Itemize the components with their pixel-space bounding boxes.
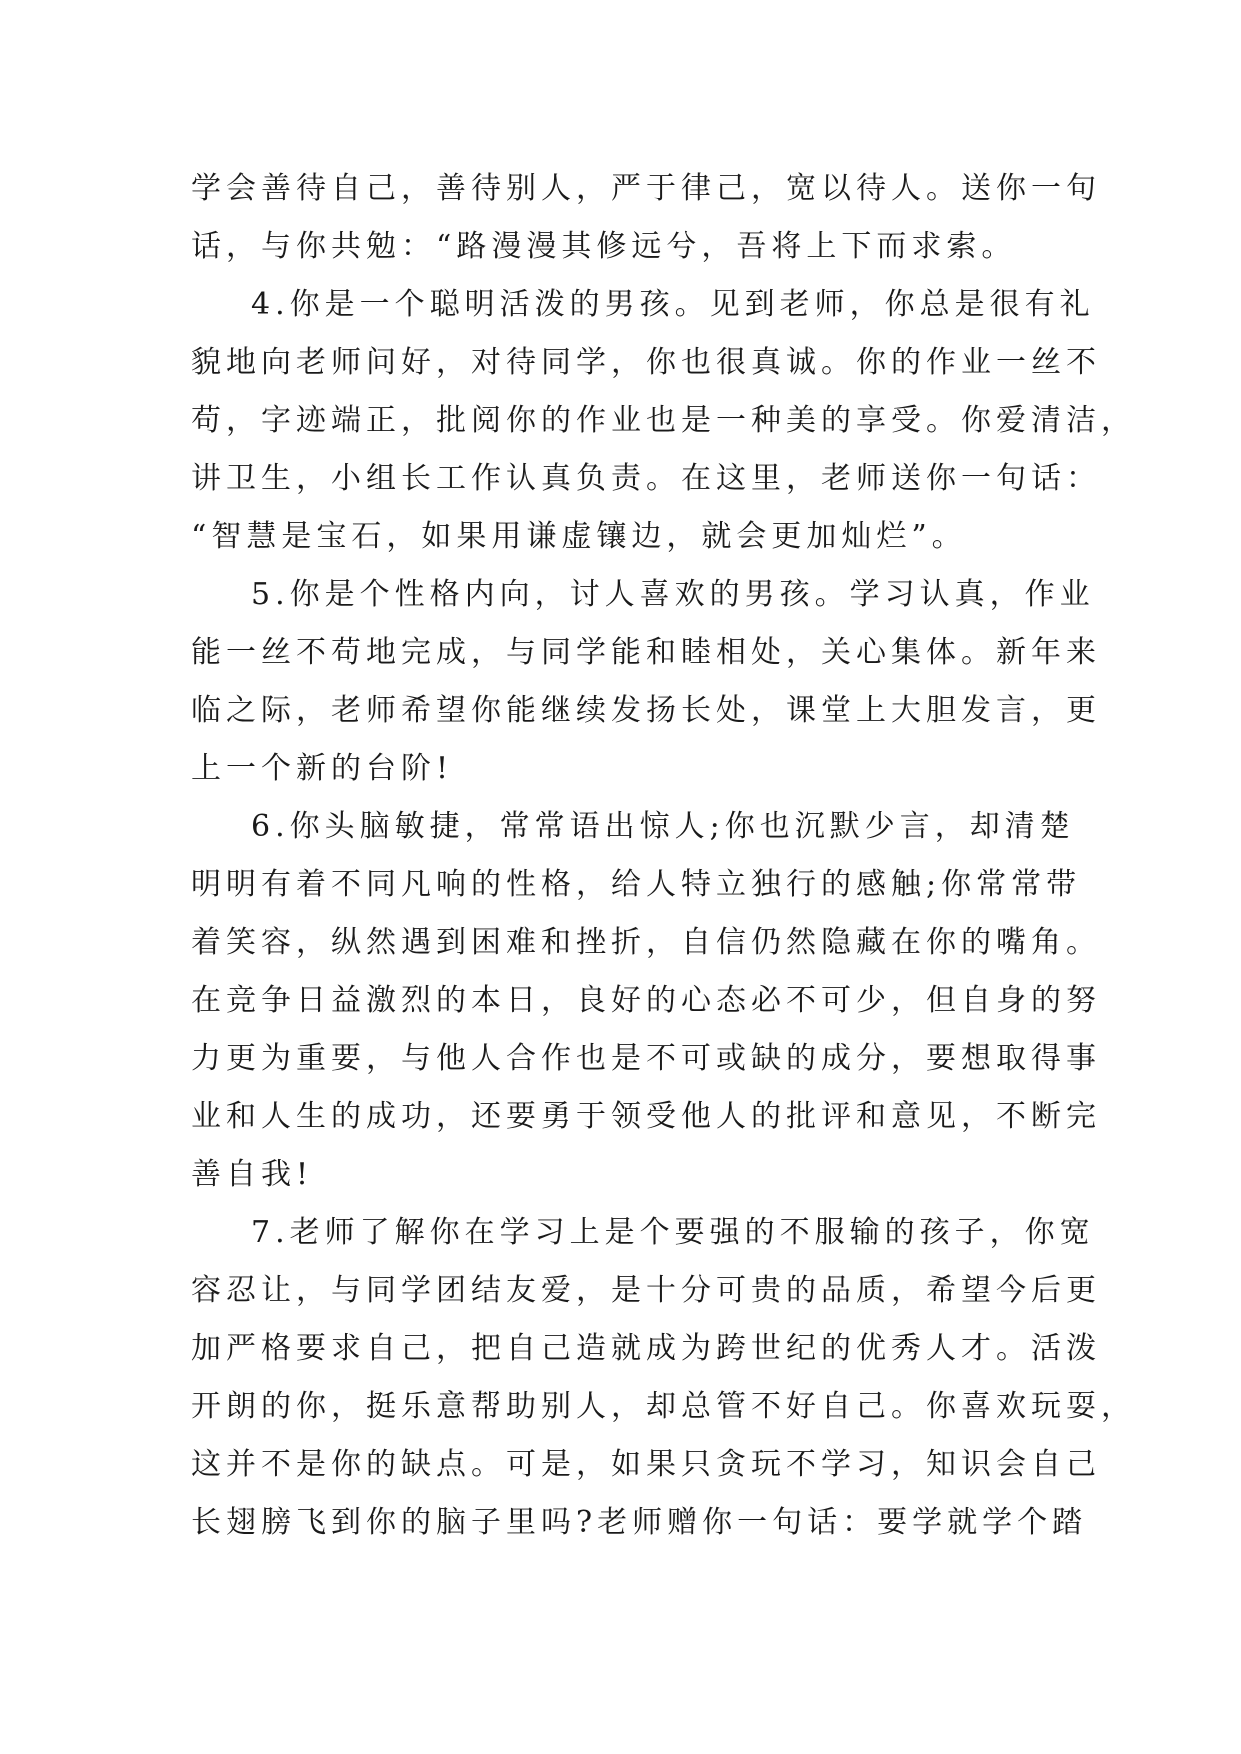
text-line: 明明有着不同凡响的性格，给人特立独行的感触;你常常带	[191, 867, 1082, 902]
paragraph-continued	[191, 160, 1101, 276]
paragraph-item-7	[191, 1204, 1136, 1552]
paragraph-item-6	[191, 798, 1101, 1204]
text-line: 苟，字迹端正，批阅你的作业也是一种美的享受。你爱清洁，	[191, 403, 1136, 438]
paragraph-item-4	[191, 276, 1136, 566]
text-line: 这并不是你的缺点。可是，如果只贪玩不学习，知识会自己	[191, 1447, 1101, 1482]
text-line: 在竞争日益激烈的本日，良好的心态必不可少，但自身的努	[191, 983, 1101, 1018]
text-line: 加严格要求自己，把自己造就成为跨世纪的优秀人才。活泼	[191, 1331, 1101, 1366]
text-line: 4.你是一个聪明活泼的男孩。见到老师，你总是很有礼	[251, 287, 1095, 322]
paragraph-item-5	[191, 566, 1101, 798]
text-line: 长翅膀飞到你的脑子里吗?老师赠你一句话：要学就学个踏	[191, 1505, 1088, 1540]
text-line: 善自我!	[191, 1157, 314, 1192]
text-line: 5.你是个性格内向，讨人喜欢的男孩。学习认真，作业	[251, 577, 1095, 612]
text-line: 开朗的你，挺乐意帮助别人，却总管不好自己。你喜欢玩耍，	[191, 1389, 1136, 1424]
text-line: 7.老师了解你在学习上是个要强的不服输的孩子，你宽	[251, 1215, 1095, 1250]
text-line: 力更为重要，与他人合作也是不可或缺的成分，要想取得事	[191, 1041, 1101, 1076]
text-line: 临之际，老师希望你能继续发扬长处，课堂上大胆发言，更	[191, 693, 1101, 728]
text-line: 上一个新的台阶!	[191, 751, 454, 786]
text-line: 话，与你共勉：“路漫漫其修远兮，吾将上下而求索。	[191, 229, 1017, 264]
text-line: 业和人生的成功，还要勇于领受他人的批评和意见，不断完	[191, 1099, 1101, 1134]
text-line: 容忍让，与同学团结友爱，是十分可贵的品质，希望今后更	[191, 1273, 1101, 1308]
text-line: 6.你头脑敏捷，常常语出惊人;你也沉默少言，却清楚	[251, 809, 1075, 844]
text-line: 讲卫生，小组长工作认真负责。在这里，老师送你一句话：	[191, 461, 1101, 496]
body-text	[191, 160, 1136, 1552]
text-line: 能一丝不苟地完成，与同学能和睦相处，关心集体。新年来	[191, 635, 1101, 670]
text-line: 着笑容，纵然遇到困难和挫折，自信仍然隐藏在你的嘴角。	[191, 925, 1101, 960]
text-line: “智慧是宝石，如果用谦虚镶边，就会更加灿烂”。	[191, 519, 967, 554]
text-line: 学会善待自己，善待别人，严于律己，宽以待人。送你一句	[191, 171, 1101, 206]
text-line: 貌地向老师问好，对待同学，你也很真诚。你的作业一丝不	[191, 345, 1101, 380]
